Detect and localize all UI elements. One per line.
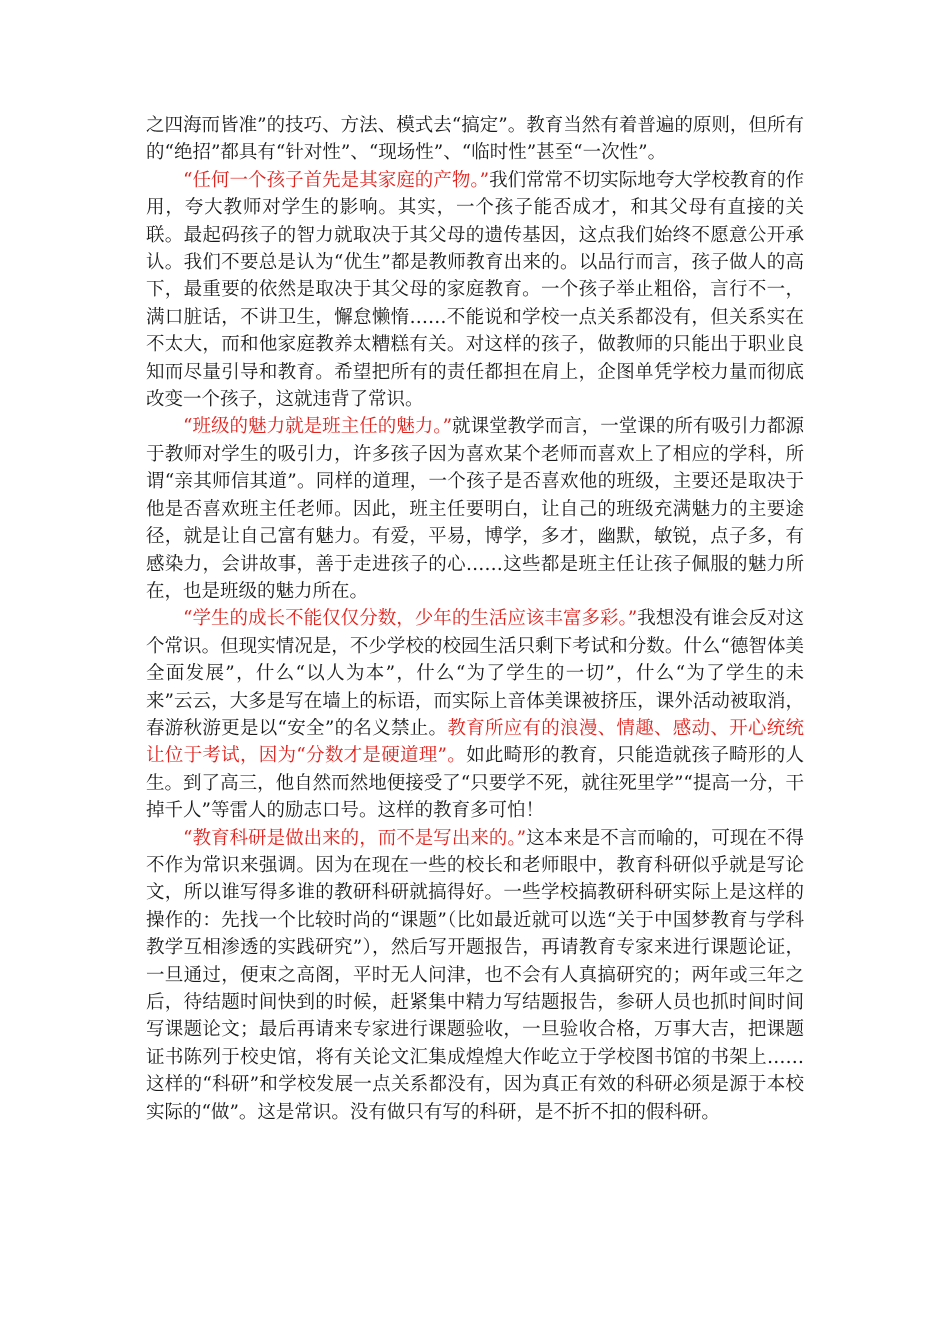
red-heading-quote: “学生的成长不能仅仅分数，少年的生活应该丰富多彩。” — [183, 608, 638, 630]
red-highlight-sentence: 教育所应有的浪漫、情趣、感动、开心统统让位于考试，因为“分数才是硬道理”。 — [146, 717, 804, 767]
paragraph-body: 我想没有谁会反对这个常识。但现实情况是，不少学校的校园生活只剩下考试和分数。什么“德智体美全面发展”，什么“以人为本”，什么“为了学生的一切”，什么“为了学生的未来”云云，大多是写在墙上的标语，而实际上音体美课被挤压，课外活动被取消，春游秋游更是以“安全”的名义禁止。 — [146, 608, 804, 739]
document-page — [146, 112, 804, 1126]
red-heading-quote: “教育科研是做出来的，而不是写出来的。” — [183, 827, 527, 849]
red-heading-quote: “班级的魅力就是班主任的魅力。” — [183, 416, 453, 438]
paragraph-body: 我们常常不切实际地夸大学校教育的作用，夸大教师对学生的影响。其实，一个孩子能否成才，和其父母有直接的关联。最起码孩子的智力就取决于其父母的遗传基因，这点我们始终不愿意公开承认。我们不要总是认为“优生”都是教师教育出来的。以品行而言，孩子做人的高下，最重要的依然是取决于其父母的家庭教育。一个孩子举止粗俗，言行不一，满口脏话，不讲卫生，懈怠懒惰……不能说和学校一点关系都没有，但关系实在不太大，而和他家庭教养太糟糕有关。对这样的孩子，做教师的只能出于职业良知而尽量引导和教育。希望把所有的责任都担在肩上，企图单凭学校力量而彻底改变一个孩子，这就违背了常识。 — [146, 169, 804, 411]
paragraph-class-charm — [146, 413, 804, 605]
paragraph-family-product — [146, 167, 804, 414]
paragraph-body: 就课堂教学而言，一堂课的所有吸引力都源于教师对学生的吸引力，许多孩子因为喜欢某个老师而喜欢上了相应的学科，所谓“亲其师信其道”。同样的道理，一个孩子是否喜欢他的班级，主要还是取决于他是否喜欢班主任老师。因此，班主任要明白，让自己的班级充满魅力的主要途径，就是让自己富有魅力。有爱，平易，博学，多才，幽默，敏锐，点子多，有感染力，会讲故事，善于走进孩子的心……这些都是班主任让孩子佩服的魅力所在，也是班级的魅力所在。 — [146, 416, 804, 602]
paragraph-continuation — [146, 112, 804, 167]
paragraph-body: 之四海而皆准”的技巧、方法、模式去“搞定”。教育当然有着普遍的原则，但所有的“绝招”都具有“针对性”、“现场性”、“临时性”甚至“一次性”。 — [146, 115, 804, 164]
paragraph-tail: 如此畸形的教育，只能造就孩子畸形的人生。到了高三，他自然而然地便接受了“只要学不死，就往死里学”“提高一分，干掉千人”等雷人的励志口号。这样的教育多可怕！ — [146, 745, 804, 822]
red-heading-quote: “任何一个孩子首先是其家庭的产物。” — [183, 169, 490, 191]
paragraph-student-growth — [146, 605, 804, 824]
paragraph-education-research — [146, 825, 804, 1126]
paragraph-body: 这本来是不言而喻的，可现在不得不作为常识来强调。因为在现在一些的校长和老师眼中，教育科研似乎就是写论文，所以谁写得多谁的教研科研就搞得好。一些学校搞教研科研实际上是这样的操作的：先找一个比较时尚的“课题”（比如最近就可以选“关于中国梦教育与学科教学互相渗透的实践研究”），然后写开题报告，再请教育专家来进行课题论证，一旦通过，便束之高阁，平时无人问津，也不会有人真搞研究的；两年或三年之后，待结题时间快到的时候，赶紧集中精力写结题报告，参研人员也抓时间时间写课题论文；最后再请来专家进行课题验收，一旦验收合格，万事大吉，把课题证书陈列于校史馆，将有关论文汇集成煌煌大作屹立于学校图书馆的书架上……这样的“科研”和学校发展一点关系都没有，因为真正有效的科研必须是源于本校实际的“做”。这是常识。没有做只有写的科研，是不折不扣的假科研。 — [146, 827, 804, 1123]
